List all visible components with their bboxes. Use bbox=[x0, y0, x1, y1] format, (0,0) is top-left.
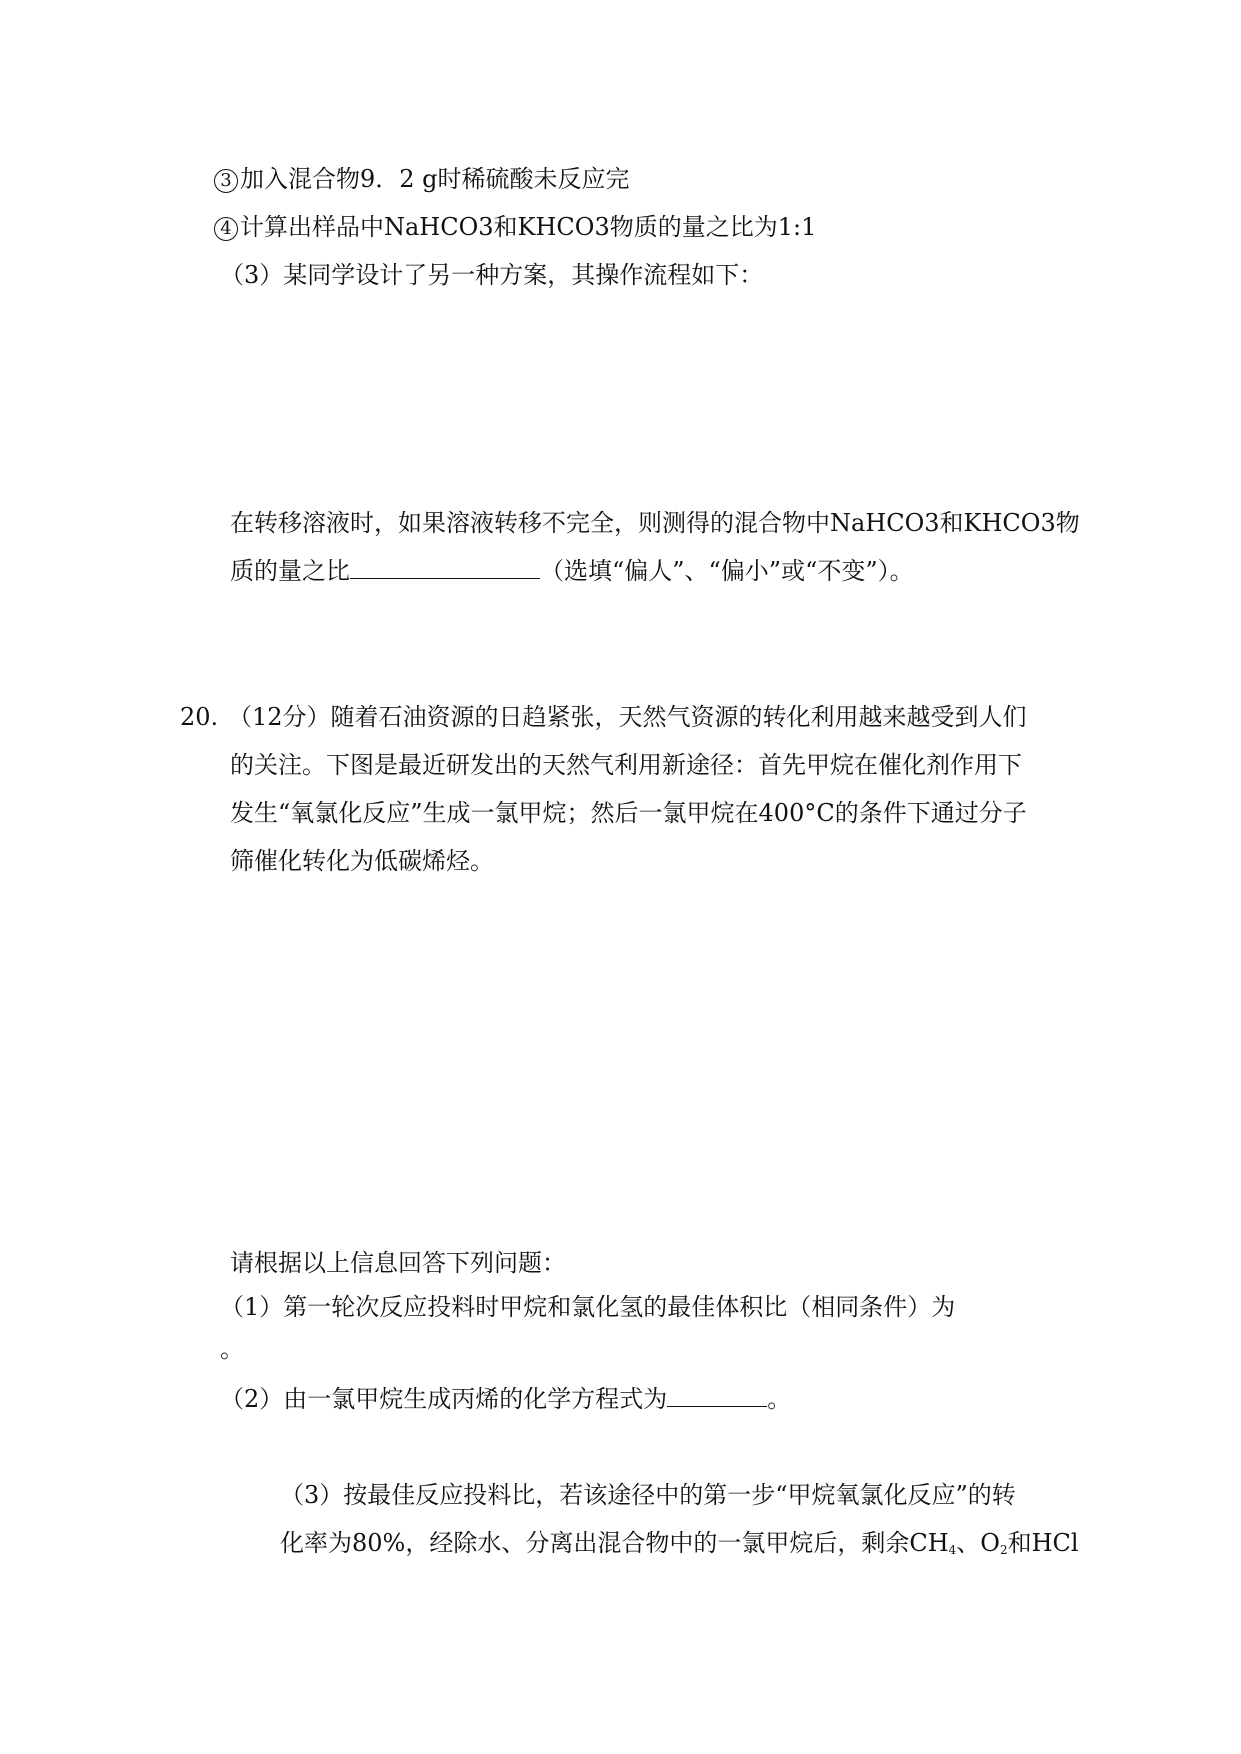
circled-number-3: 3 bbox=[214, 169, 238, 193]
subscript-4: 4 bbox=[948, 1543, 957, 1557]
subquestion-3-text-c: 和HCl bbox=[1007, 1529, 1079, 1557]
transfer-sentence-line2 bbox=[230, 556, 914, 586]
subquestion-3-text-b: 、O bbox=[956, 1529, 1000, 1557]
subquestion-2 bbox=[220, 1384, 791, 1414]
answer-blank-equation[interactable] bbox=[667, 1384, 767, 1407]
subquestion-3-text-a: 化率为80%，经除水、分离出混合物中的一氯甲烷后，剩余CH bbox=[280, 1529, 949, 1557]
subquestion-2-end: 。 bbox=[767, 1385, 792, 1413]
option-3 bbox=[214, 164, 630, 194]
transfer-sentence-end: （选填“偏人”、“偏小”或“不变”）。 bbox=[540, 557, 914, 585]
transfer-sentence-line1: 在转移溶液时，如果溶液转移不完全，则测得的混合物中NaHCO3和KHCO3物 bbox=[230, 509, 1080, 537]
option-3-text: 加入混合物9．2 g时稀硫酸未反应完 bbox=[240, 165, 630, 193]
subscript-2: 2 bbox=[999, 1543, 1008, 1557]
transfer-sentence-start: 质的量之比 bbox=[230, 557, 350, 585]
part-3-intro: （3）某同学设计了另一种方案，其操作流程如下： bbox=[220, 261, 764, 289]
subquestion-1: （1）第一轮次反应投料时甲烷和氯化氢的最佳体积比（相同条件）为 bbox=[220, 1293, 956, 1321]
circled-number-4: 4 bbox=[214, 217, 238, 241]
subquestion-3-line1: （3）按最佳反应投料比，若该途径中的第一步“甲烷氧氯化反应”的转 bbox=[280, 1481, 1016, 1509]
question-20-line2: 的关注。下图是最近研发出的天然气利用新途径：首先甲烷在催化剂作用下 bbox=[230, 751, 1022, 779]
question-20-line1: （12分）随着石油资源的日趋紧张，天然气资源的转化利用越来越受到人们 bbox=[228, 703, 1027, 731]
subquestion-3-line2 bbox=[280, 1528, 1079, 1558]
option-4-text: 计算出样品中NaHCO3和KHCO3物质的量之比为1:1 bbox=[240, 213, 817, 241]
subquestion-1-end: 。 bbox=[220, 1335, 244, 1363]
subquestion-2-text: （2）由一氯甲烷生成丙烯的化学方程式为 bbox=[220, 1385, 668, 1413]
question-20-line3: 发生“氧氯化反应”生成一氯甲烷；然后一氯甲烷在400°C的条件下通过分子 bbox=[230, 799, 1027, 827]
question-20-number: 20. bbox=[180, 703, 219, 731]
question-20-line4: 筛催化转化为低碳烯烃。 bbox=[230, 847, 494, 875]
answer-prompt: 请根据以上信息回答下列问题： bbox=[230, 1249, 566, 1277]
answer-blank-ratio[interactable] bbox=[350, 556, 540, 579]
option-4 bbox=[214, 212, 816, 242]
